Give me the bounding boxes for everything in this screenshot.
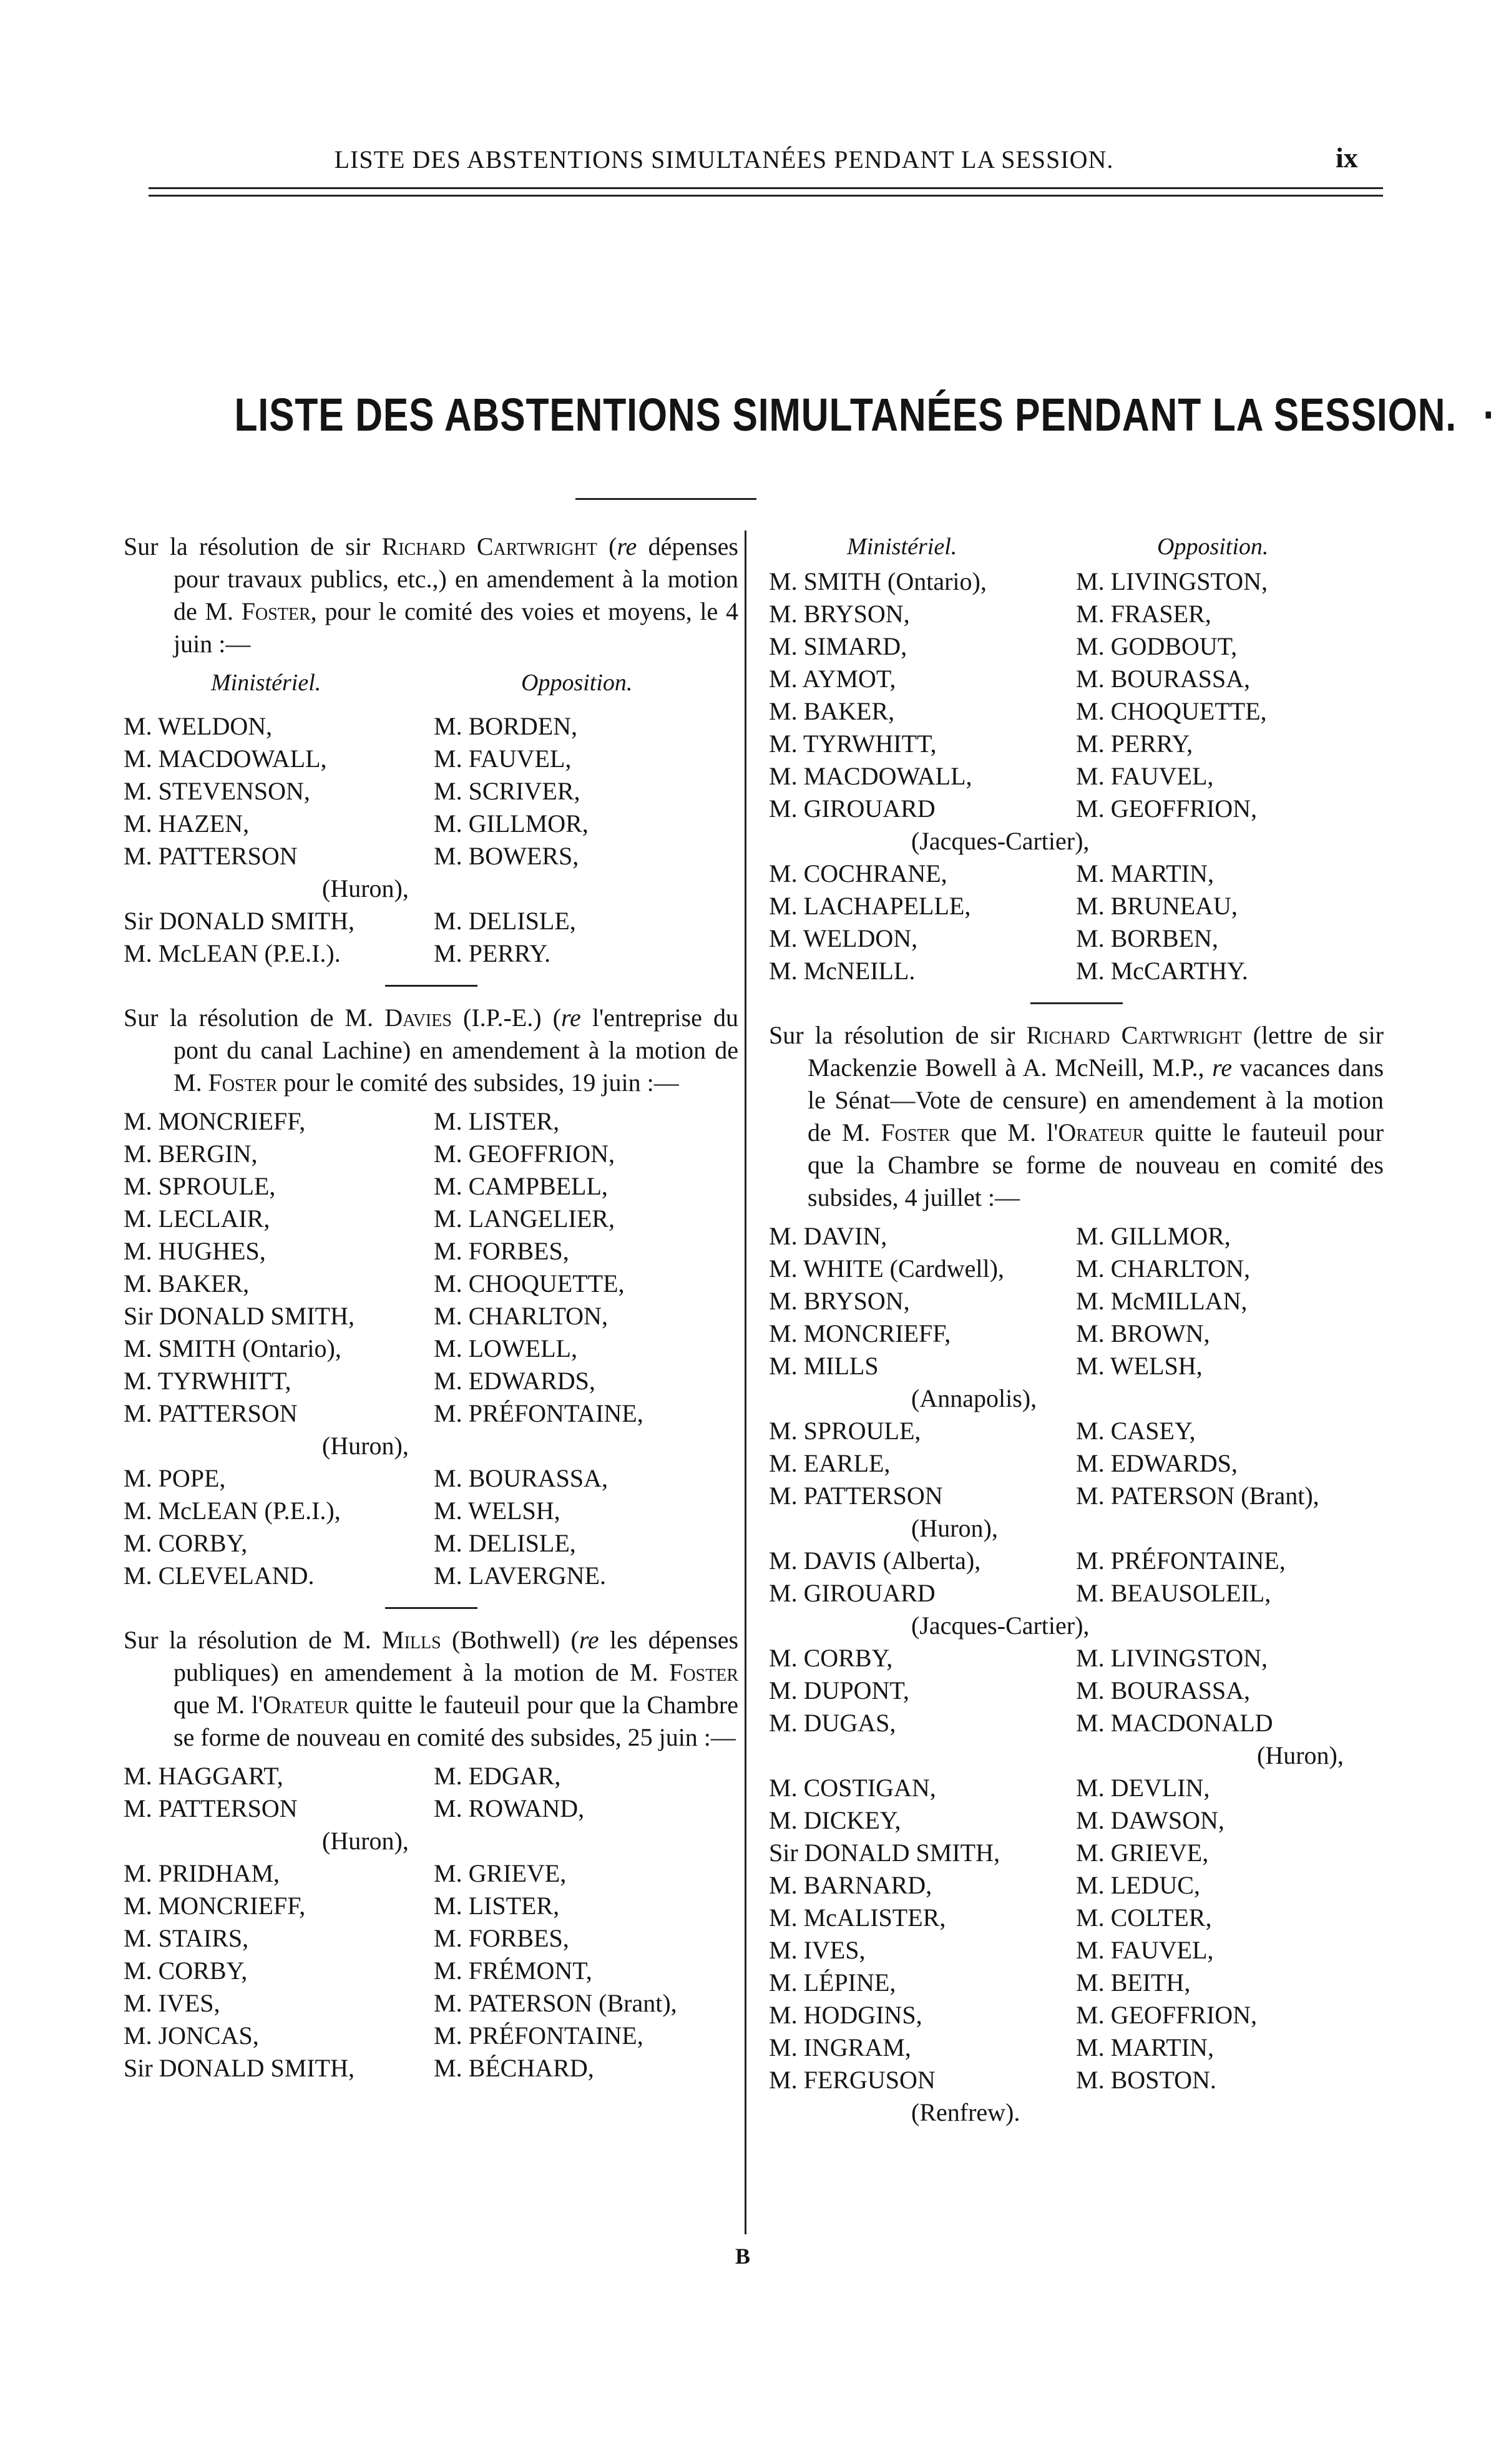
vote-row	[124, 1462, 738, 1495]
vote-row	[124, 1955, 738, 1987]
title-rule	[575, 498, 756, 500]
vote-row	[124, 1300, 738, 1332]
vote-row	[124, 905, 738, 937]
ministeriel-member: M. LECLAIR,	[124, 1205, 270, 1233]
riding-note: (Huron),	[322, 874, 409, 902]
ministeriel-member: M. SPROULE,	[769, 1417, 921, 1445]
title-dot: ·	[1483, 389, 1496, 441]
vote-row	[124, 1792, 738, 1825]
header-ministeriel: Ministériel.	[211, 670, 321, 696]
vote-row	[769, 922, 1384, 955]
column-divider	[745, 530, 746, 2234]
opposition-member: M. DEVLIN,	[1076, 1774, 1210, 1802]
ministeriel-member: M. MACDOWALL,	[124, 745, 327, 773]
riding-note: (Huron),	[911, 1514, 998, 1542]
opposition-member: M. EDGAR,	[434, 1762, 561, 1790]
vote-row	[769, 1285, 1384, 1318]
ministeriel-member: M. DAVIS (Alberta),	[769, 1547, 981, 1575]
section-gap	[769, 987, 1384, 1002]
opposition-member: M. LANGELIER,	[434, 1205, 615, 1233]
ministeriel-member: M. WHITE (Cardwell),	[769, 1254, 1004, 1283]
vote-row	[769, 1772, 1384, 1804]
opposition-member: M. CASEY,	[1076, 1417, 1196, 1445]
ministeriel-member: M. MILLS	[769, 1352, 879, 1380]
vote-row	[124, 1235, 738, 1268]
ministeriel-member: M. STEVENSON,	[124, 777, 310, 805]
member-name: Foster	[241, 597, 311, 625]
opposition-member: M. GEOFFRION,	[434, 1140, 615, 1168]
vote-row	[124, 710, 738, 743]
vote-row	[769, 1707, 1384, 1739]
vote-row	[769, 1318, 1384, 1350]
ministeriel-member: M. JONCAS,	[124, 2022, 259, 2050]
vote-row	[124, 1268, 738, 1300]
opposition-member: M. DELISLE,	[434, 907, 576, 935]
opposition-member: M. BROWN,	[1076, 1319, 1210, 1347]
ministeriel-member: M. BRYSON,	[769, 600, 910, 628]
ministeriel-member: M. PATTERSON	[124, 1399, 298, 1427]
ministeriel-member: M. SMITH (Ontario),	[124, 1334, 341, 1362]
member-name: Orateur	[1058, 1118, 1145, 1146]
vote-row	[769, 2096, 1384, 2129]
header-opposition: Opposition.	[1157, 534, 1269, 560]
ministeriel-member: M. LÉPINE,	[769, 1968, 896, 1997]
vote-row	[124, 1332, 738, 1365]
vote-row	[769, 1837, 1384, 1869]
party-headers	[124, 667, 738, 702]
ministeriel-member: Sir DONALD SMITH,	[769, 1839, 1000, 1867]
intro-gap	[124, 660, 738, 667]
opposition-member: M. CHOQUETTE,	[1076, 697, 1267, 725]
opposition-member: M. LAVERGNE.	[434, 1562, 606, 1590]
header-opposition: Opposition.	[521, 670, 633, 696]
vote-row	[769, 1350, 1384, 1382]
member-name: Mills	[382, 1626, 441, 1654]
vote-row	[769, 2064, 1384, 2096]
opposition-member: M. WELSH,	[434, 1497, 560, 1525]
opposition-member: M. GEOFFRION,	[1076, 2001, 1258, 2029]
riding-note: (Huron),	[1257, 1741, 1344, 1769]
opposition-member: M. GILLMOR,	[1076, 1222, 1231, 1250]
ministeriel-member: M. MONCRIEFF,	[769, 1319, 951, 1347]
ministeriel-member: M. INGRAM,	[769, 2033, 911, 2061]
ministeriel-member: M. STAIRS,	[124, 1924, 249, 1952]
ministeriel-member: M. HUGHES,	[124, 1237, 266, 1265]
opposition-member: M. BOWERS,	[434, 842, 579, 870]
ministeriel-member: M. BAKER,	[124, 1269, 250, 1298]
header-rule-top	[149, 187, 1383, 189]
vote-row	[124, 1170, 738, 1203]
opposition-member: M. ROWAND,	[434, 1794, 585, 1822]
vote-row	[769, 2031, 1384, 2064]
page-title	[234, 388, 1496, 441]
ministeriel-member: M. CLEVELAND.	[124, 1562, 315, 1590]
header-rule-bottom	[149, 195, 1383, 197]
vote-row	[124, 775, 738, 808]
opposition-member: M. BEITH,	[1076, 1968, 1191, 1997]
riding-note: (Annapolis),	[911, 1384, 1037, 1412]
ministeriel-member: M. BERGIN,	[124, 1140, 258, 1168]
member-name: Foster	[669, 1658, 738, 1686]
opposition-member: M. CHOQUETTE,	[434, 1269, 625, 1298]
ministeriel-member: M. BRYSON,	[769, 1287, 910, 1315]
vote-row	[769, 1610, 1384, 1642]
ministeriel-member: M. DUPONT,	[769, 1676, 909, 1704]
ministeriel-member: M. AYMOT,	[769, 665, 896, 693]
italic-re: re	[617, 532, 637, 560]
ministeriel-member: Sir DONALD SMITH,	[124, 907, 354, 935]
vote-row	[769, 630, 1384, 663]
ministeriel-member: M. WELDON,	[769, 924, 918, 952]
ministeriel-member: M. SMITH (Ontario),	[769, 567, 987, 595]
opposition-member: M. FAUVEL,	[434, 745, 572, 773]
ministeriel-member: Sir DONALD SMITH,	[124, 2054, 354, 2082]
opposition-member: M. WELSH,	[1076, 1352, 1203, 1380]
vote-row	[124, 937, 738, 970]
vote-row	[769, 663, 1384, 695]
opposition-member: M. BEAUSOLEIL,	[1076, 1579, 1271, 1607]
vote-row	[124, 1825, 738, 1857]
vote-row	[769, 793, 1384, 825]
opposition-member: M. FAUVEL,	[1076, 1936, 1214, 1964]
vote-row	[124, 2020, 738, 2052]
opposition-member: M. CAMPBELL,	[434, 1172, 608, 1200]
vote-row	[769, 1642, 1384, 1674]
ministeriel-member: M. HAZEN,	[124, 809, 250, 838]
vote-row	[769, 1382, 1384, 1415]
vote-row	[124, 808, 738, 840]
motion-intro: Sur la résolution de M. Davies (I.P.-E.) (re l'entreprise du pont du canal Lachine) en amendement à la motion de M. Foster pour le comité des subsides, 19 juin :—	[124, 1004, 739, 1097]
member-name: Richard Cartwright	[1026, 1021, 1242, 1049]
ministeriel-member: M. COSTIGAN,	[769, 1774, 936, 1802]
ministeriel-member: M. DUGAS,	[769, 1709, 896, 1737]
ministeriel-member: M. IVES,	[769, 1936, 866, 1964]
opposition-member: M. GRIEVE,	[434, 1859, 567, 1887]
ministeriel-member: M. WELDON,	[124, 712, 273, 740]
ministeriel-member: M. TYRWHITT,	[124, 1367, 291, 1395]
riding-note: (Huron),	[322, 1827, 409, 1855]
opposition-member: M. LEDUC,	[1076, 1871, 1200, 1899]
vote-row	[124, 1560, 738, 1592]
vote-row	[124, 743, 738, 775]
vote-row	[769, 565, 1384, 598]
vote-row	[769, 1545, 1384, 1577]
riding-note: (Renfrew).	[911, 2098, 1020, 2126]
ministeriel-member: M. DICKEY,	[769, 1806, 901, 1834]
ministeriel-member: Sir DONALD SMITH,	[124, 1302, 354, 1330]
vote-row	[769, 1512, 1384, 1545]
member-name: Orateur	[263, 1691, 349, 1719]
vote-row	[769, 1577, 1384, 1610]
vote-row	[124, 1105, 738, 1138]
ministeriel-member: M. BAKER,	[769, 697, 895, 725]
vote-row	[124, 1760, 738, 1792]
ministeriel-member: M. COCHRANE,	[769, 859, 947, 887]
left-column	[124, 530, 738, 2085]
opposition-member: M. PATERSON (Brant),	[1076, 1482, 1319, 1510]
ministeriel-member: M. FERGUSON	[769, 2066, 936, 2094]
ministeriel-member: M. PRIDHAM,	[124, 1859, 280, 1887]
riding-note: (Huron),	[322, 1432, 409, 1460]
intro-gap	[124, 1754, 738, 1760]
vote-row	[769, 760, 1384, 793]
opposition-member: M. GILLMOR,	[434, 809, 589, 838]
ministeriel-member: M. POPE,	[124, 1464, 226, 1492]
opposition-member: M. FRÉMONT,	[434, 1957, 592, 1985]
opposition-member: M. EDWARDS,	[1076, 1449, 1238, 1477]
opposition-member: M. BÉCHARD,	[434, 2054, 594, 2082]
vote-row	[769, 1447, 1384, 1480]
ministeriel-member: M. MACDOWALL,	[769, 762, 972, 790]
vote-row	[124, 1365, 738, 1397]
ministeriel-member: M. CORBY,	[124, 1957, 248, 1985]
ministeriel-member: M. CORBY,	[769, 1644, 893, 1672]
ministeriel-member: M. McLEAN (P.E.I.),	[124, 1497, 341, 1525]
riding-note: (Jacques-Cartier),	[911, 827, 1090, 855]
opposition-member: M. FORBES,	[434, 1237, 569, 1265]
vote-row	[769, 1220, 1384, 1253]
vote-row	[769, 1674, 1384, 1707]
opposition-member: M. PRÉFONTAINE,	[1076, 1547, 1286, 1575]
opposition-member: M. FAUVEL,	[1076, 762, 1214, 790]
section-gap	[769, 1004, 1384, 1019]
opposition-member: M. BOSTON.	[1076, 2066, 1216, 2094]
opposition-member: M. BOURASSA,	[434, 1464, 608, 1492]
signature-mark: B	[735, 2244, 751, 2269]
vote-row	[124, 1922, 738, 1955]
vote-row	[769, 1480, 1384, 1512]
vote-row	[769, 890, 1384, 922]
ministeriel-member: M. EARLE,	[769, 1449, 891, 1477]
member-name: Davies	[384, 1004, 452, 1032]
opposition-member: M. FORBES,	[434, 1924, 569, 1952]
italic-re: re	[1212, 1054, 1232, 1082]
vote-row	[124, 1397, 738, 1430]
vote-row	[124, 1857, 738, 1890]
vote-row	[769, 858, 1384, 890]
vote-row	[769, 825, 1384, 858]
ministeriel-member: M. SPROULE,	[124, 1172, 276, 1200]
ministeriel-member: M. CORBY,	[124, 1529, 248, 1557]
ministeriel-member: M. BARNARD,	[769, 1871, 932, 1899]
vote-row	[124, 1495, 738, 1527]
opposition-member: M. DELISLE,	[434, 1529, 576, 1557]
vote-row	[124, 1430, 738, 1462]
ministeriel-member: M. MONCRIEFF,	[124, 1892, 306, 1920]
ministeriel-member: M. GIROUARD	[769, 1579, 936, 1607]
ministeriel-member: M. PATTERSON	[124, 1794, 298, 1822]
opposition-member: M. MARTIN,	[1076, 2033, 1214, 2061]
section-gap	[124, 1592, 738, 1607]
vote-row	[769, 1415, 1384, 1447]
opposition-member: M. PERRY.	[434, 939, 551, 967]
vote-row	[769, 1967, 1384, 1999]
intro-gap	[769, 1214, 1384, 1220]
ministeriel-member: M. MONCRIEFF,	[124, 1107, 306, 1135]
vote-row	[769, 1739, 1384, 1772]
opposition-member: M. PERRY,	[1076, 730, 1193, 758]
header-gap	[124, 702, 738, 710]
header-ministeriel: Ministériel.	[847, 534, 957, 560]
opposition-member: M. DAWSON,	[1076, 1806, 1225, 1834]
motion-intro: Sur la résolution de M. Mills (Bothwell) (re les dépenses publiques) en amendement à la motion de M. Foster que M. l'Orateur quitte le fauteuil pour que la Chambre se forme de nouveau en comité des subsides, 25 juin :—	[124, 1626, 739, 1751]
opposition-member: M. BRUNEAU,	[1076, 892, 1238, 920]
member-name: Richard Cartwright	[381, 532, 597, 560]
section-gap	[124, 987, 738, 1002]
riding-note: (Jacques-Cartier),	[911, 1611, 1090, 1640]
opposition-member: M. MARTIN,	[1076, 859, 1214, 887]
opposition-member: M. EDWARDS,	[434, 1367, 595, 1395]
vote-row	[124, 840, 738, 873]
right-column	[769, 530, 1384, 2129]
intro-gap	[124, 1099, 738, 1105]
opposition-member: M. PRÉFONTAINE,	[434, 2022, 643, 2050]
vote-row	[769, 955, 1384, 987]
vote-row	[769, 1934, 1384, 1967]
vote-row	[124, 873, 738, 905]
motion-intro: Sur la résolution de sir Richard Cartwright (lettre de sir Mackenzie Bowell à A. McNeill, M.P., re vacances dans le Sénat—Vote de censure) en amendement à la motion de M. Foster que M. l'Orateur quitte le fauteuil pour que la Chambre se forme de nouveau en comité des subsides, 4 juillet :—	[769, 1021, 1384, 1211]
vote-row	[124, 2052, 738, 2085]
vote-row	[124, 1987, 738, 2020]
ministeriel-member: M. McLEAN (P.E.I.).	[124, 939, 341, 967]
ministeriel-member: M. SIMARD,	[769, 632, 907, 660]
vote-row	[769, 728, 1384, 760]
opposition-member: M. BOURASSA,	[1076, 665, 1250, 693]
italic-re: re	[579, 1626, 599, 1654]
running-head: LISTE DES ABSTENTIONS SIMULTANÉES PENDANT LA SESSION.	[334, 145, 1114, 174]
motion-intro: Sur la résolution de sir Richard Cartwright (re dépenses pour travaux publics, etc.,) en amendement à la motion de M. Foster, pour le comité des voies et moyens, le 4 juin :—	[124, 532, 738, 658]
opposition-member: M. McMILLAN,	[1076, 1287, 1248, 1315]
opposition-member: M. FRASER,	[1076, 600, 1211, 628]
vote-row	[769, 695, 1384, 728]
opposition-member: M. LISTER,	[434, 1107, 560, 1135]
opposition-member: M. LIVINGSTON,	[1076, 567, 1268, 595]
ministeriel-member: M. McNEILL.	[769, 957, 916, 985]
opposition-member: M. MACDONALD	[1076, 1709, 1273, 1737]
opposition-member: M. COLTER,	[1076, 1904, 1212, 1932]
opposition-member: M. GRIEVE,	[1076, 1839, 1209, 1867]
ministeriel-member: M. HAGGART,	[124, 1762, 283, 1790]
opposition-member: M. BORDEN,	[434, 712, 578, 740]
section-gap	[124, 1609, 738, 1624]
opposition-member: M. LIVINGSTON,	[1076, 1644, 1268, 1672]
vote-row	[769, 1902, 1384, 1934]
vote-row	[769, 1869, 1384, 1902]
opposition-member: M. LISTER,	[434, 1892, 560, 1920]
ministeriel-member: M. TYRWHITT,	[769, 730, 937, 758]
opposition-member: M. SCRIVER,	[434, 777, 580, 805]
opposition-member: M. PRÉFONTAINE,	[434, 1399, 643, 1427]
section-gap	[124, 970, 738, 985]
vote-row	[124, 1138, 738, 1170]
member-name: Foster	[208, 1068, 278, 1097]
vote-row	[769, 598, 1384, 630]
ministeriel-member: M. McALISTER,	[769, 1904, 946, 1932]
opposition-member: M. GEOFFRION,	[1076, 794, 1258, 823]
ministeriel-member: M. IVES,	[124, 1989, 220, 2017]
ministeriel-member: M. HODGINS,	[769, 2001, 922, 2029]
opposition-member: M. BOURASSA,	[1076, 1676, 1250, 1704]
member-name: Foster	[881, 1118, 951, 1146]
opposition-member: M. CHARLTON,	[434, 1302, 608, 1330]
vote-row	[124, 1890, 738, 1922]
ministeriel-member: M. PATTERSON	[769, 1482, 943, 1510]
vote-row	[124, 1527, 738, 1560]
page-title-text: LISTE DES ABSTENTIONS SIMULTANÉES PENDANT LA SESSION.	[234, 389, 1457, 441]
opposition-member: M. BORBEN,	[1076, 924, 1218, 952]
opposition-member: M. PATERSON (Brant),	[434, 1989, 677, 2017]
vote-row	[769, 1253, 1384, 1285]
opposition-member: M. McCARTHY.	[1076, 957, 1248, 985]
vote-row	[769, 1999, 1384, 2031]
page-number: ix	[1336, 142, 1358, 174]
opposition-member: M. CHARLTON,	[1076, 1254, 1250, 1283]
italic-re: re	[560, 1004, 581, 1032]
party-headers	[769, 530, 1384, 565]
opposition-member: M. GODBOUT,	[1076, 632, 1238, 660]
vote-row	[124, 1203, 738, 1235]
ministeriel-member: M. DAVIN,	[769, 1222, 887, 1250]
opposition-member: M. LOWELL,	[434, 1334, 577, 1362]
vote-row	[769, 1804, 1384, 1837]
ministeriel-member: M. PATTERSON	[124, 842, 298, 870]
ministeriel-member: M. LACHAPELLE,	[769, 892, 971, 920]
ministeriel-member: M. GIROUARD	[769, 794, 936, 823]
